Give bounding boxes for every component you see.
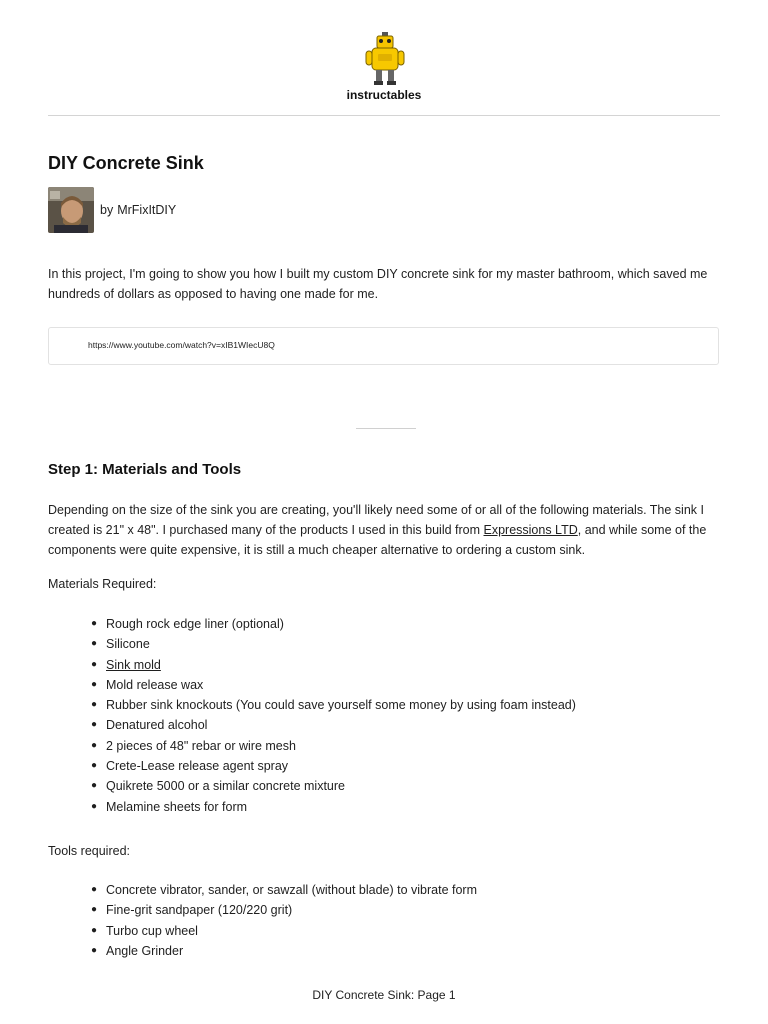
list-item: ● Concrete vibrator, sander, or sawzall (without blade) to vibrate form [0, 880, 700, 900]
bullet-icon: ● [91, 904, 98, 916]
intro-paragraph: In this project, I'm going to show you how I built my custom DIY concrete sink for my master bathroom, which saved me hundreds of dollars as opposed to having one made for me. [48, 267, 708, 301]
video-url-link[interactable]: https://www.youtube.com/watch?v=xIB1WIecU8Q [88, 340, 275, 350]
list-item: ● Rough rock edge liner (optional) [0, 614, 700, 634]
tools-label: Tools required: [48, 844, 130, 858]
bullet-icon: ● [91, 699, 98, 711]
list-item: ● Denatured alcohol [0, 715, 700, 735]
list-item: ● Fine-grit sandpaper (120/220 grit) [0, 900, 700, 920]
step-body-text: Depending on the size of the sink you are creating, you'll likely need some of or all of the following materials. The sink I created is 21" x 48". I purchased many of the products I used in this build from [48, 503, 704, 537]
materials-label: Materials Required: [48, 577, 157, 591]
author-name[interactable]: MrFixItDIY [117, 203, 177, 217]
bullet-icon: ● [91, 739, 98, 751]
list-item [0, 655, 700, 675]
bullet-icon: ● [91, 800, 98, 812]
bullet-icon: ● [91, 780, 98, 792]
article-title: DIY Concrete Sink [48, 153, 204, 173]
list-item: ● Angle Grinder [0, 941, 700, 961]
bullet-icon: ● [91, 638, 98, 650]
list-item: ● Mold release wax [0, 675, 700, 695]
step-body-text-continued: , and while some of the components were quite expensive, it is still a much cheaper alternative to ordering a custom sink. [48, 523, 707, 557]
list-item: ● Crete-Lease release agent spray [0, 756, 700, 776]
tools-list [0, 880, 700, 961]
page-header [0, 0, 768, 116]
brand-name[interactable]: instructables [346, 88, 422, 102]
bullet-icon: ● [91, 884, 98, 895]
step-title: Step 1: Materials and Tools [48, 461, 242, 478]
bullet-icon: ● [91, 760, 98, 772]
page-footer: DIY Concrete Sink: Page 1 [312, 988, 456, 1002]
expressions-ltd-link[interactable]: Expressions LTD [483, 523, 578, 537]
video-embed[interactable] [48, 327, 719, 365]
list-item: ● Turbo cup wheel [0, 921, 700, 941]
byline [100, 203, 176, 217]
list-item: ● Rubber sink knockouts (You could save yourself some money by using foam instead) [0, 695, 700, 715]
bullet-icon: ● [91, 658, 98, 670]
section-divider [356, 428, 416, 429]
bullet-icon: ● [91, 924, 98, 936]
sink-mold-link[interactable]: Sink mold [106, 657, 161, 672]
list-item: ● Quikrete 5000 or a similar concrete mixture [0, 776, 700, 796]
header-divider [48, 115, 720, 116]
step-body [48, 500, 720, 560]
instructables-robot-logo[interactable] [362, 32, 408, 86]
bullet-icon: ● [91, 944, 98, 956]
bullet-icon: ● [91, 678, 98, 690]
materials-list [0, 614, 700, 817]
bullet-icon: ● [91, 618, 98, 629]
bullet-icon: ● [91, 719, 98, 731]
list-item: ● 2 pieces of 48" rebar or wire mesh [0, 736, 700, 756]
list-item: ● Silicone [0, 634, 700, 654]
author-avatar[interactable] [48, 187, 94, 233]
byline-prefix: by [100, 203, 114, 217]
list-item: ● Melamine sheets for form [0, 797, 700, 817]
